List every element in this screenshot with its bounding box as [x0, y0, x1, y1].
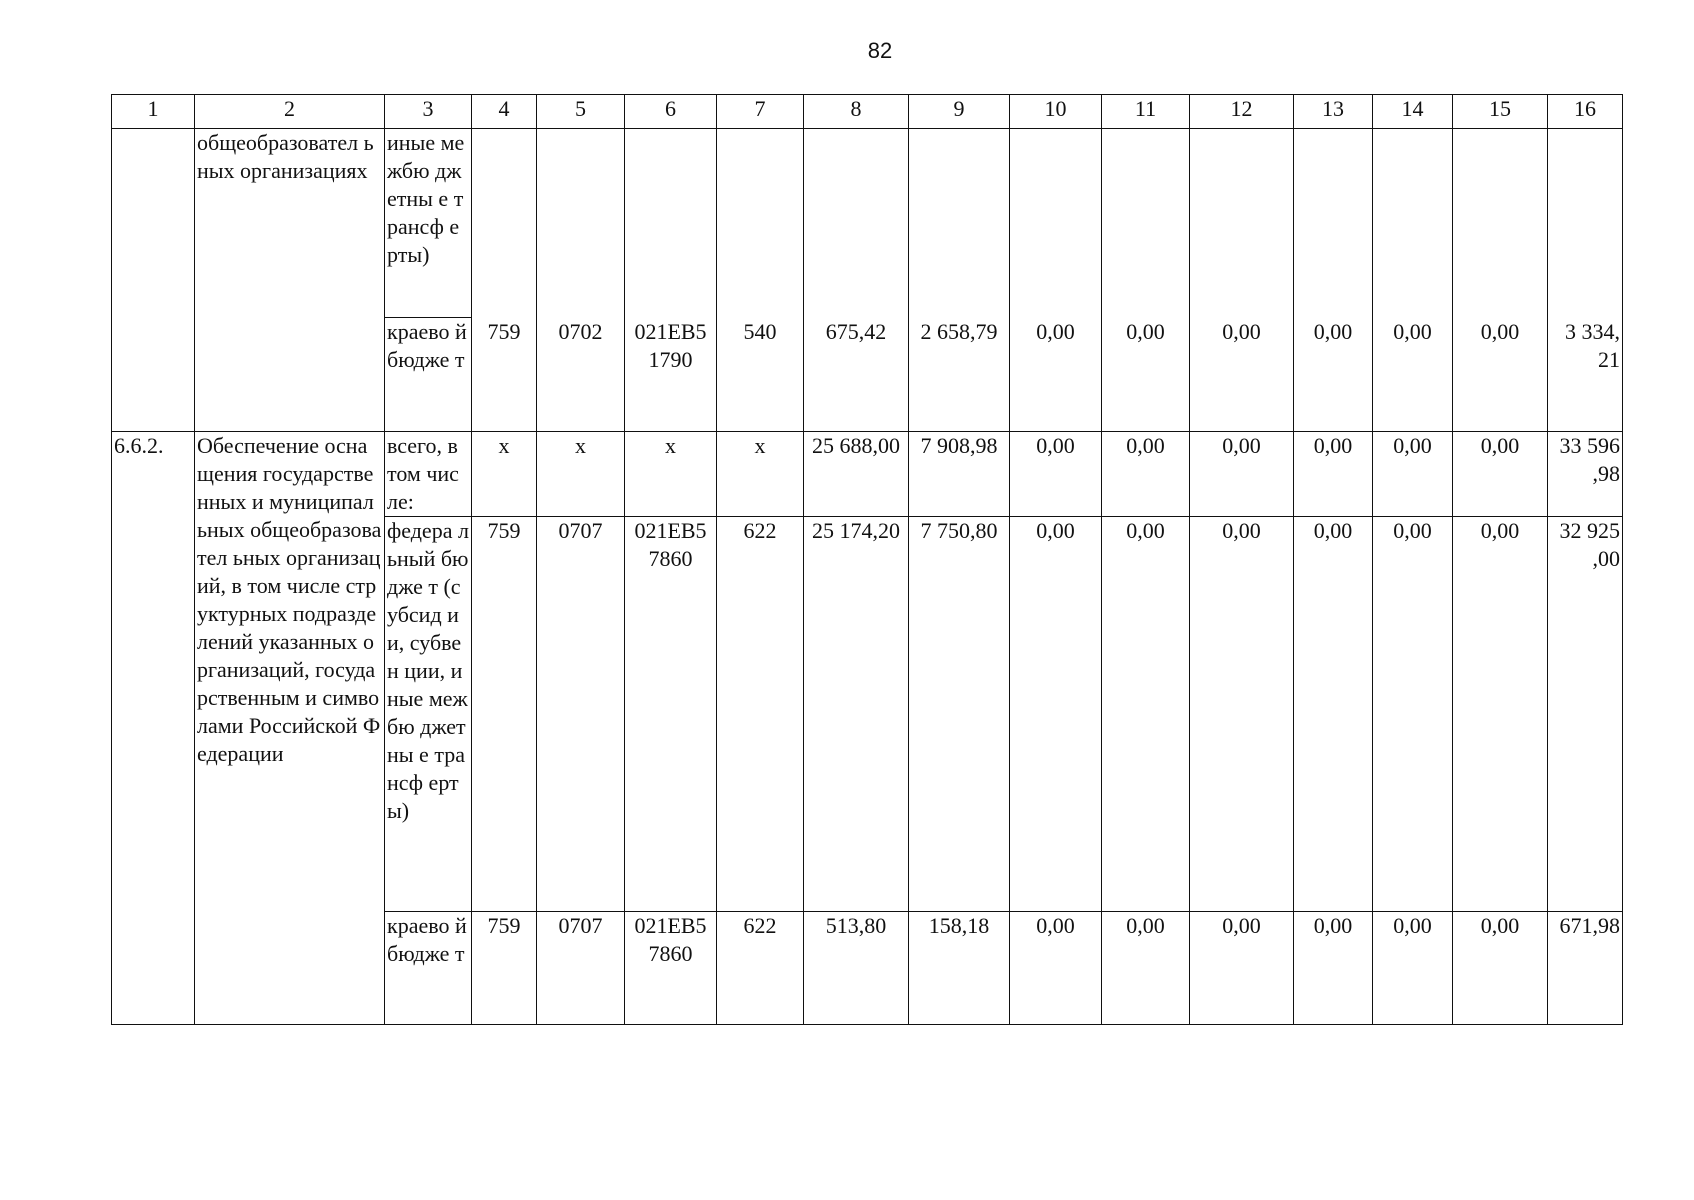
value-cell — [717, 129, 804, 318]
item-name-cell: Обеспечение оснащения государственных и муниципальных общеобразовател ьных организаций, в том числе структурных подразделений указанных организаций, государственным и символами Российской Федерации — [195, 432, 385, 1025]
header-cell: 3 — [385, 95, 472, 129]
value-cell: 0,00 — [1294, 318, 1373, 432]
header-cell: 10 — [1010, 95, 1102, 129]
value-cell: 0,00 — [1010, 912, 1102, 1025]
value-cell — [1453, 129, 1548, 318]
funding-source-cell: федера льный бюдже т (субсид ии, субвен ции, иные межбю джетны е трансф ерты) — [385, 517, 472, 912]
header-cell: 11 — [1102, 95, 1190, 129]
item-name-cell: общеобразовател ьных организациях — [195, 129, 385, 432]
funding-source-cell: иные межбю джетны е трансф ерты) — [385, 129, 472, 318]
value-cell: 021EB5 1790 — [625, 318, 717, 432]
value-cell: 540 — [717, 318, 804, 432]
item-number-cell: 6.6.2. — [112, 432, 195, 1025]
header-cell: 1 — [112, 95, 195, 129]
header-cell: 6 — [625, 95, 717, 129]
header-cell: 14 — [1373, 95, 1453, 129]
value-cell: 0,00 — [1453, 318, 1548, 432]
value-cell: 0,00 — [1102, 432, 1190, 517]
value-cell: 675,42 — [804, 318, 909, 432]
header-cell: 12 — [1190, 95, 1294, 129]
value-cell: 0,00 — [1453, 912, 1548, 1025]
value-cell: 0,00 — [1190, 517, 1294, 912]
value-cell: 0,00 — [1190, 432, 1294, 517]
header-cell: 5 — [537, 95, 625, 129]
value-cell: 0,00 — [1373, 912, 1453, 1025]
value-cell: 0,00 — [1102, 912, 1190, 1025]
value-cell: 25 688,00 — [804, 432, 909, 517]
value-cell: 671,98 — [1548, 912, 1623, 1025]
funding-source-cell: краево й бюдже т — [385, 318, 472, 432]
table-row — [112, 432, 1623, 517]
header-cell: 16 — [1548, 95, 1623, 129]
value-cell: 0,00 — [1102, 517, 1190, 912]
value-cell: 0,00 — [1010, 318, 1102, 432]
header-row — [112, 95, 1623, 129]
funding-source-cell: краево й бюдже т — [385, 912, 472, 1025]
value-cell — [1190, 129, 1294, 318]
value-cell: 0,00 — [1294, 517, 1373, 912]
value-cell — [537, 129, 625, 318]
value-cell: 3 334, 21 — [1548, 318, 1623, 432]
value-cell: 33 596 ,98 — [1548, 432, 1623, 517]
value-cell: 158,18 — [909, 912, 1010, 1025]
value-cell: 759 — [472, 517, 537, 912]
value-cell: 622 — [717, 912, 804, 1025]
table-row — [112, 129, 1623, 318]
value-cell: 0,00 — [1010, 517, 1102, 912]
value-cell: 25 174,20 — [804, 517, 909, 912]
value-cell — [1294, 129, 1373, 318]
value-cell: 0,00 — [1373, 432, 1453, 517]
value-cell: 0,00 — [1294, 912, 1373, 1025]
value-cell: 0,00 — [1010, 432, 1102, 517]
item-number-cell — [112, 129, 195, 432]
value-cell: 0,00 — [1453, 517, 1548, 912]
value-cell — [472, 129, 537, 318]
header-cell: 15 — [1453, 95, 1548, 129]
value-cell: x — [472, 432, 537, 517]
value-cell: 0707 — [537, 912, 625, 1025]
value-cell: 7 750,80 — [909, 517, 1010, 912]
value-cell — [1373, 129, 1453, 318]
value-cell: 622 — [717, 517, 804, 912]
funding-source-cell: всего, в том числе: — [385, 432, 472, 517]
value-cell: 0,00 — [1190, 912, 1294, 1025]
header-cell: 4 — [472, 95, 537, 129]
value-cell: 0,00 — [1190, 318, 1294, 432]
header-cell: 13 — [1294, 95, 1373, 129]
header-cell: 7 — [717, 95, 804, 129]
value-cell: 021EB5 7860 — [625, 517, 717, 912]
value-cell: 021EB5 7860 — [625, 912, 717, 1025]
value-cell — [909, 129, 1010, 318]
value-cell: 0702 — [537, 318, 625, 432]
value-cell: 0,00 — [1453, 432, 1548, 517]
value-cell — [1548, 129, 1623, 318]
value-cell — [1102, 129, 1190, 318]
value-cell: 759 — [472, 912, 537, 1025]
value-cell: 7 908,98 — [909, 432, 1010, 517]
header-cell: 8 — [804, 95, 909, 129]
value-cell — [1010, 129, 1102, 318]
value-cell — [804, 129, 909, 318]
value-cell: x — [625, 432, 717, 517]
value-cell: 759 — [472, 318, 537, 432]
value-cell: 0707 — [537, 517, 625, 912]
value-cell: 0,00 — [1373, 318, 1453, 432]
value-cell: 2 658,79 — [909, 318, 1010, 432]
value-cell: 32 925 ,00 — [1548, 517, 1623, 912]
value-cell: 0,00 — [1294, 432, 1373, 517]
value-cell: x — [537, 432, 625, 517]
header-cell: 2 — [195, 95, 385, 129]
value-cell: 0,00 — [1373, 517, 1453, 912]
value-cell — [625, 129, 717, 318]
value-cell: 0,00 — [1102, 318, 1190, 432]
header-cell: 9 — [909, 95, 1010, 129]
budget-table — [111, 94, 1623, 1025]
value-cell: 513,80 — [804, 912, 909, 1025]
page-number: 82 — [867, 38, 893, 63]
value-cell: x — [717, 432, 804, 517]
